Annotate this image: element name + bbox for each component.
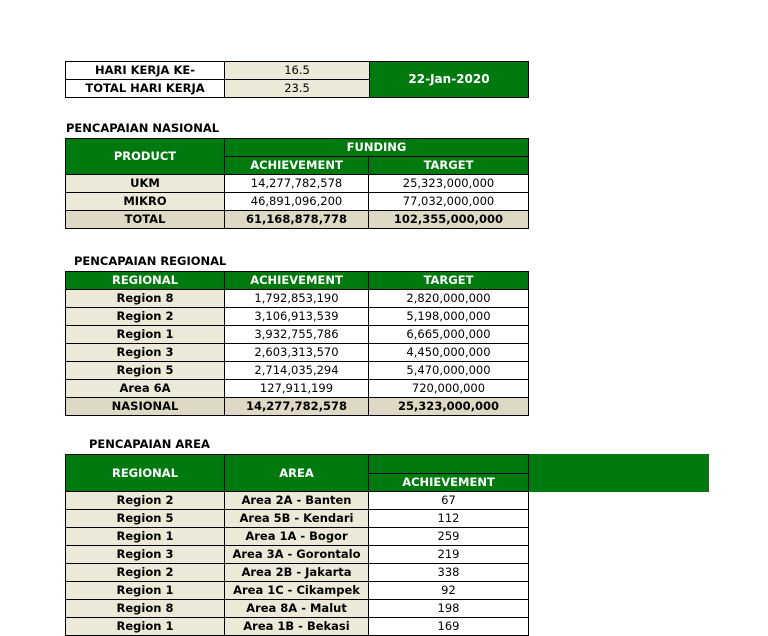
table-row bbox=[66, 362, 529, 380]
regional-title: PENCAPAIAN REGIONAL bbox=[74, 254, 227, 268]
area-cell: Area 2B - Jakarta bbox=[225, 564, 369, 582]
achievement-cell: 198 bbox=[369, 600, 529, 618]
target-cell: 4,450,000,000 bbox=[369, 344, 529, 362]
table-row bbox=[66, 193, 529, 211]
col-target-header: TARGET bbox=[369, 272, 529, 290]
region-cell: Region 5 bbox=[66, 362, 225, 380]
table-row bbox=[66, 546, 529, 564]
area-cell: Area 2A - Banten bbox=[225, 492, 369, 510]
region-cell: Region 2 bbox=[66, 308, 225, 326]
table-row bbox=[66, 582, 529, 600]
achievement-cell: 3,932,755,786 bbox=[225, 326, 369, 344]
table-row bbox=[66, 492, 529, 510]
area-table bbox=[65, 454, 529, 636]
col-target-header: TARGET bbox=[369, 157, 529, 175]
col-achievement-header: ACHIEVEMENT bbox=[369, 473, 529, 492]
nasional-total-label: TOTAL bbox=[66, 211, 225, 229]
achievement-cell: 259 bbox=[369, 528, 529, 546]
target-cell: 6,665,000,000 bbox=[369, 326, 529, 344]
table-row bbox=[66, 290, 529, 308]
region-cell: Region 8 bbox=[66, 600, 225, 618]
total-hari-value[interactable]: 23.5 bbox=[225, 80, 370, 98]
region-cell: Region 3 bbox=[66, 344, 225, 362]
region-cell: Region 5 bbox=[66, 510, 225, 528]
target-cell: 5,198,000,000 bbox=[369, 308, 529, 326]
target-cell: 5,470,000,000 bbox=[369, 362, 529, 380]
table-row bbox=[66, 528, 529, 546]
work-days-table bbox=[65, 61, 529, 98]
achievement-cell: 338 bbox=[369, 564, 529, 582]
region-cell: Region 1 bbox=[66, 618, 225, 636]
regional-total-achievement: 14,277,782,578 bbox=[225, 398, 369, 416]
area-cell: Area 3A - Gorontalo bbox=[225, 546, 369, 564]
region-cell: Region 3 bbox=[66, 546, 225, 564]
col-achievement-header: ACHIEVEMENT bbox=[225, 272, 369, 290]
region-cell: Region 2 bbox=[66, 492, 225, 510]
achievement-cell: 3,106,913,539 bbox=[225, 308, 369, 326]
table-row bbox=[66, 344, 529, 362]
target-cell: 77,032,000,000 bbox=[369, 193, 529, 211]
region-cell: Region 1 bbox=[66, 528, 225, 546]
target-cell: 2,820,000,000 bbox=[369, 290, 529, 308]
regional-total-label: NASIONAL bbox=[66, 398, 225, 416]
col-regional-header: REGIONAL bbox=[66, 455, 225, 492]
achievement-cell: 2,603,313,570 bbox=[225, 344, 369, 362]
nasional-total-target: 102,355,000,000 bbox=[369, 211, 529, 229]
achievement-cell: 112 bbox=[369, 510, 529, 528]
region-cell: Area 6A bbox=[66, 380, 225, 398]
regional-table bbox=[65, 271, 529, 416]
col-regional-header: REGIONAL bbox=[66, 272, 225, 290]
achievement-cell: 92 bbox=[369, 582, 529, 600]
target-cell: 25,323,000,000 bbox=[369, 175, 529, 193]
area-title: PENCAPAIAN AREA bbox=[89, 437, 210, 451]
product-cell: UKM bbox=[66, 175, 225, 193]
nasional-title: PENCAPAIAN NASIONAL bbox=[66, 121, 220, 135]
col-product-header: PRODUCT bbox=[66, 139, 225, 175]
total-hari-label: TOTAL HARI KERJA bbox=[66, 80, 225, 98]
area-cell: Area 5B - Kendari bbox=[225, 510, 369, 528]
col-achievement-header: ACHIEVEMENT bbox=[225, 157, 369, 175]
achievement-cell: 127,911,199 bbox=[225, 380, 369, 398]
table-row bbox=[66, 380, 529, 398]
nasional-table bbox=[65, 138, 529, 229]
region-cell: Region 8 bbox=[66, 290, 225, 308]
achievement-cell: 2,714,035,294 bbox=[225, 362, 369, 380]
target-cell: 720,000,000 bbox=[369, 380, 529, 398]
achievement-cell: 1,792,853,190 bbox=[225, 290, 369, 308]
region-cell: Region 1 bbox=[66, 326, 225, 344]
table-row bbox=[66, 618, 529, 636]
hari-kerja-value[interactable]: 16.5 bbox=[225, 62, 370, 80]
table-row bbox=[66, 175, 529, 193]
area-cell: Area 1C - Cikampek bbox=[225, 582, 369, 600]
achievement-cell: 67 bbox=[369, 492, 529, 510]
product-cell: MIKRO bbox=[66, 193, 225, 211]
area-cell: Area 1A - Bogor bbox=[225, 528, 369, 546]
achievement-cell: 46,891,096,200 bbox=[225, 193, 369, 211]
col-funding-header: FUNDING bbox=[225, 139, 529, 157]
hari-kerja-label: HARI KERJA KE- bbox=[66, 62, 225, 80]
achievement-cell: 219 bbox=[369, 546, 529, 564]
regional-total-target: 25,323,000,000 bbox=[369, 398, 529, 416]
achievement-cell: 169 bbox=[369, 618, 529, 636]
region-cell: Region 1 bbox=[66, 582, 225, 600]
table-row bbox=[66, 510, 529, 528]
table-row bbox=[66, 326, 529, 344]
area-cell: Area 8A - Malut bbox=[225, 600, 369, 618]
col-blank-header bbox=[369, 455, 529, 474]
nasional-total-achievement: 61,168,878,778 bbox=[225, 211, 369, 229]
table-row bbox=[66, 564, 529, 582]
area-cell: Area 1B - Bekasi bbox=[225, 618, 369, 636]
col-area-header: AREA bbox=[225, 455, 369, 492]
achievement-cell: 14,277,782,578 bbox=[225, 175, 369, 193]
table-row bbox=[66, 308, 529, 326]
region-cell: Region 2 bbox=[66, 564, 225, 582]
report-date: 22-Jan-2020 bbox=[370, 62, 529, 98]
table-row bbox=[66, 600, 529, 618]
